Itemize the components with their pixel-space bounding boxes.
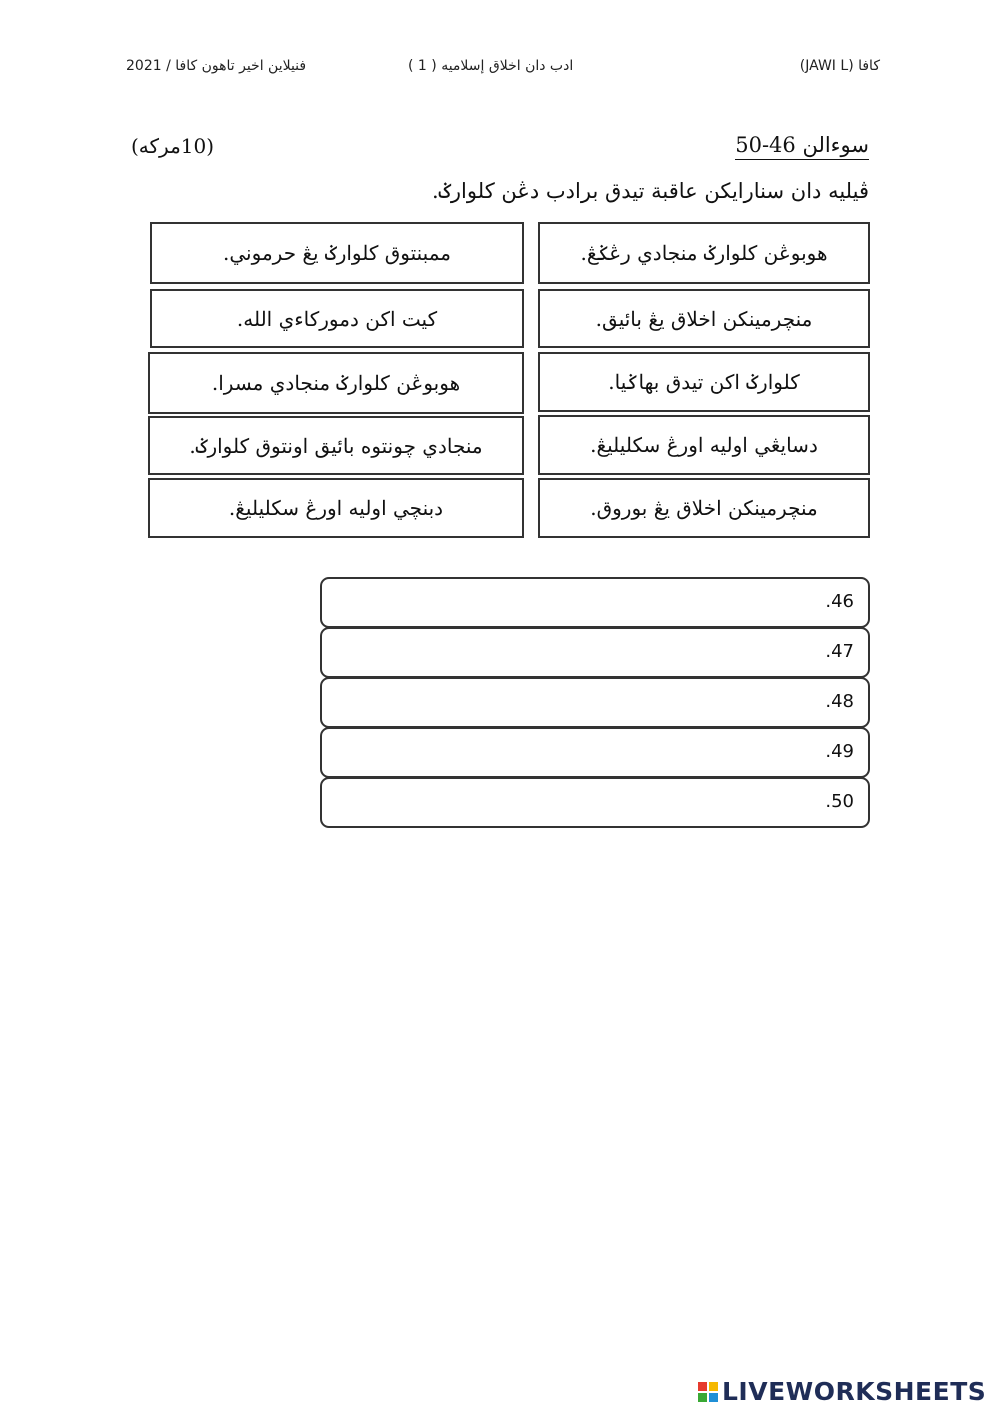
option-text: منچرمينكن اخلاق يڠ بائيق. [595,306,813,331]
section-marks: (10مركه) [131,134,215,158]
answer-field-47[interactable] [320,627,870,678]
answer-field-46[interactable] [320,577,870,628]
option-text: ممبنتوق كلوارݢ يڠ حرموني. [223,241,451,265]
option-text: دسايڠي اوليه اورڠ سكليليڠ. [590,433,818,457]
watermark-text: LIVEWORKSHEETS [722,1377,987,1406]
answer-field-49[interactable] [320,727,870,778]
option-box[interactable] [538,289,870,348]
option-box[interactable] [538,222,870,284]
option-box[interactable] [148,416,524,475]
answer-number: .48 [825,691,854,712]
liveworksheets-watermark [698,1377,986,1406]
option-text: هوبوڠن كلوارݢ منجادي رڠݢڠ. [580,241,828,265]
header-date: 2021 / فنيلاين اخير تاهون كافا [126,58,307,74]
answer-field-50[interactable] [320,777,870,828]
section-title: سوءالن 46-50 [735,133,869,160]
answer-field-48[interactable] [320,677,870,728]
answer-number: .49 [825,741,854,762]
option-box[interactable] [150,222,524,284]
option-box[interactable] [148,478,524,538]
option-box[interactable] [538,415,870,475]
option-box[interactable] [538,352,870,412]
option-text: كيت اكن دموركاءي الله. [236,306,438,331]
liveworksheets-logo-icon [698,1382,718,1402]
answer-number: .46 [825,591,854,612]
answer-number: .50 [825,791,854,812]
option-text: هوبوڠن كلوارݢ منجادي مسرا. [211,371,461,395]
option-text: دبنچي اوليه اورڠ سكليليڠ. [228,496,444,520]
instruction-text: ڤيليه دان سنارايكن عاقبة تيدق برادب دڠن كلوارݢ. [431,179,869,203]
header-subject: ادب دان اخلاق إسلاميه ( 1 ) [408,58,574,74]
option-text: كلوارݢ اكن تيدق بهاݢيا. [608,370,800,394]
option-box[interactable] [148,352,524,414]
option-text: منچرمينكن اخلاق يڠ بوروق. [590,496,818,520]
option-box[interactable] [538,478,870,538]
header-class: كافا (JAWI L) [799,58,880,74]
answer-number: .47 [825,641,854,662]
option-text: منجادي چونتوه بائيق اونتوق كلوارݢ. [189,433,483,458]
option-box[interactable] [150,289,524,348]
